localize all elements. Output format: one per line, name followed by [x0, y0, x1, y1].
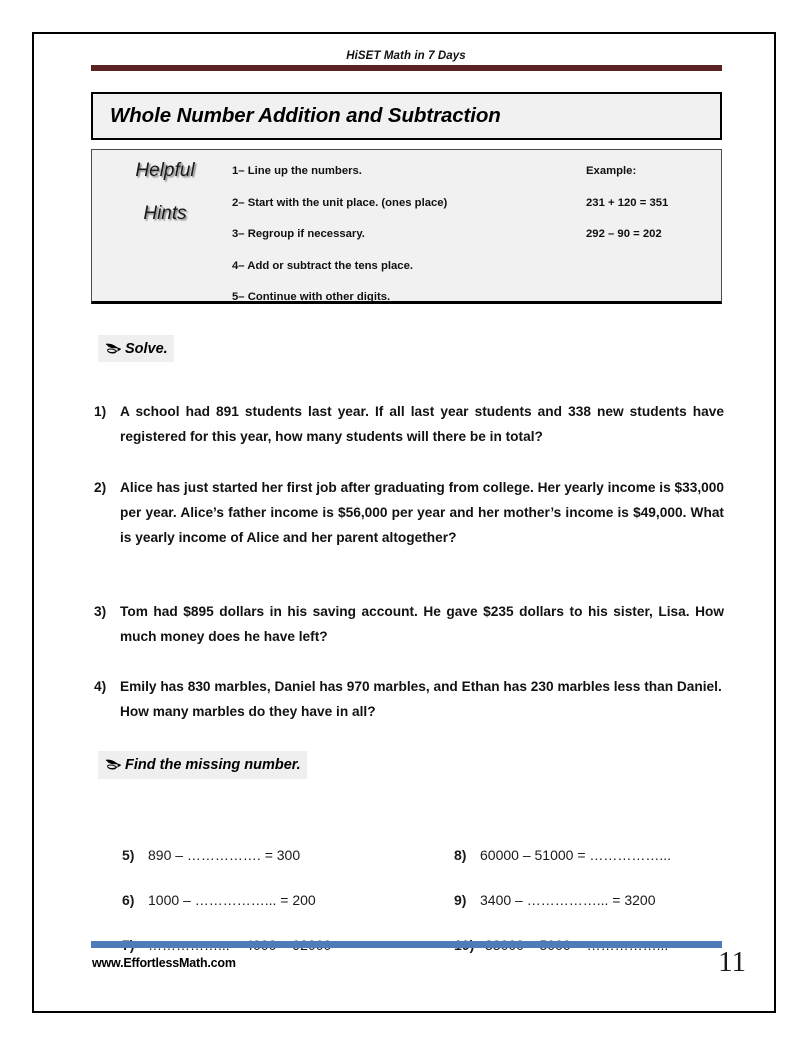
hint-step: 5– Continue with other digits.: [232, 291, 391, 303]
fill-in-item: [454, 892, 655, 908]
fill-in-expression: 3400 – ……………... = 3200: [480, 892, 656, 908]
fill-in-number: 9): [454, 892, 467, 908]
example-heading: Example:: [586, 165, 637, 177]
fill-in-number: 6): [122, 892, 135, 908]
fill-in-expression: 60000 – 51000 = ……………...: [480, 847, 672, 863]
problem-item: [94, 475, 724, 550]
solve-section-title: Solve.: [125, 340, 168, 357]
missing-number-section-title: Find the missing number.: [125, 757, 301, 773]
lesson-title-box: [91, 92, 722, 140]
solve-section-heading: [98, 335, 174, 362]
hints-label-line1: Helpful: [135, 160, 195, 181]
helpful-hints-box: [91, 149, 722, 304]
problem-number: 2): [94, 480, 107, 495]
header-rule: [91, 65, 722, 71]
page-title: Whole Number Addition and Subtraction: [110, 104, 501, 127]
problem-item: [94, 674, 724, 724]
pencil-icon: [104, 757, 124, 773]
hint-step: 1– Line up the numbers.: [232, 165, 362, 177]
hints-step-list: [232, 156, 572, 314]
problem-number: 1): [94, 404, 107, 419]
footer-rule: [91, 941, 722, 948]
problem-text: Emily has 830 marbles, Daniel has 970 marbles, and Ethan has 230 marbles less than Daniel. How many marbles do they have in all?: [120, 679, 722, 719]
hints-example-column: [586, 156, 716, 251]
pencil-icon: [104, 341, 124, 357]
problem-text: Alice has just started her first job after graduating from college. Her yearly income is $33,000 per year. Alice’s father income is $56,000 per year and her mother’s income is $49,000. What is yearly income of Alice and her parent altogether?: [120, 480, 724, 545]
fill-in-item: [454, 847, 671, 863]
fill-in-number: 5): [122, 847, 135, 863]
page-number: 11: [718, 946, 746, 978]
example-equation: 292 – 90 = 202: [586, 228, 662, 240]
fill-in-expression: 1000 – ……………... = 200: [148, 892, 316, 908]
problem-number: 3): [94, 604, 107, 619]
hint-step: 4– Add or subtract the tens place.: [232, 259, 414, 272]
fill-in-number: 8): [454, 847, 467, 863]
problem-text: A school had 891 students last year. If all last year students and 338 new students have registered for this year, how many students will there be in total?: [120, 404, 724, 444]
problem-text: Tom had $895 dollars in his saving account. He gave $235 dollars to his sister, Lisa. How much money does he have left?: [120, 604, 724, 644]
running-head: HiSET Math in 7 Days: [346, 50, 466, 62]
hints-label-line2: Hints: [143, 203, 187, 224]
page-frame: [32, 32, 776, 1013]
problem-item: [94, 399, 724, 449]
fill-in-expression: 890 – ……………. = 300: [148, 847, 301, 863]
fill-in-item: [122, 847, 300, 863]
example-equation: 231 + 120 = 351: [586, 196, 669, 209]
problem-item: [94, 599, 724, 649]
missing-number-section-heading: [98, 751, 307, 779]
hint-step: 3– Regroup if necessary.: [232, 228, 365, 240]
problem-number: 4): [94, 679, 107, 694]
hint-step: 2– Start with the unit place. (ones place): [232, 196, 448, 209]
footer-website: www.EffortlessMath.com: [92, 956, 236, 970]
fill-in-item: [122, 892, 316, 908]
